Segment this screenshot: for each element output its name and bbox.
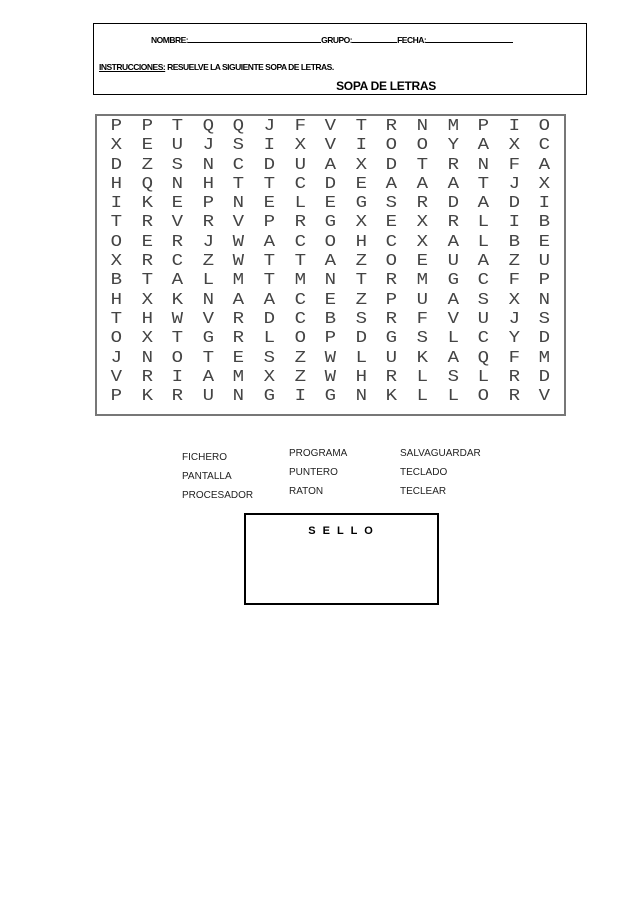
grid-letter[interactable]: H [141, 309, 153, 329]
grid-letter[interactable]: R [508, 387, 520, 407]
word-item: PROCESADOR [182, 490, 254, 501]
grid-letter[interactable]: A [385, 174, 398, 194]
grid-letter[interactable]: J [508, 309, 520, 329]
grid-letter[interactable]: J [508, 174, 520, 194]
grid-letter[interactable]: M [447, 117, 459, 136]
grid-letter[interactable]: S [447, 367, 459, 387]
grid-letter[interactable]: P [110, 387, 123, 407]
grid-letter[interactable]: E [416, 252, 428, 272]
grid-letter[interactable]: Z [355, 290, 367, 310]
grid-letter[interactable]: U [385, 348, 398, 368]
grid-letter[interactable]: T [355, 271, 367, 291]
grid-letter[interactable]: A [477, 194, 490, 214]
grid-letter[interactable]: A [538, 155, 551, 175]
grid-letter[interactable]: T [416, 155, 428, 175]
word-item: RATON [289, 486, 324, 497]
grid-letter[interactable]: Q [477, 348, 490, 368]
grid-letter[interactable]: Z [294, 367, 306, 387]
grid-letter[interactable]: R [385, 271, 398, 291]
grid-letter[interactable]: H [355, 367, 367, 387]
grid-letter[interactable]: R [294, 213, 306, 233]
grid-letter[interactable]: X [508, 290, 520, 310]
word-search-grid [101, 117, 560, 406]
grid-letter[interactable]: X [416, 213, 428, 233]
grid-letter[interactable]: A [477, 252, 490, 272]
page-title [94, 79, 586, 93]
instructions [99, 62, 334, 72]
grid-letter[interactable]: Y [508, 329, 520, 349]
fecha-label: FECHA: [397, 35, 427, 45]
grid-letter[interactable]: C [294, 174, 306, 194]
grid-letter[interactable]: C [294, 232, 306, 252]
grid-letter[interactable]: T [171, 329, 184, 349]
grid-letter[interactable]: A [263, 290, 275, 310]
grid-letter[interactable]: B [110, 271, 123, 291]
grid-letter[interactable]: T [263, 271, 275, 291]
grid-letter[interactable]: R [447, 213, 459, 233]
grid-letter[interactable]: H [355, 232, 367, 252]
grid-letter[interactable]: E [263, 194, 275, 214]
grid-letter[interactable]: D [508, 194, 520, 214]
grid-letter[interactable]: Q [141, 174, 153, 194]
grid-letter[interactable]: T [110, 309, 123, 329]
grid-letter[interactable]: L [477, 232, 490, 252]
grid-letter[interactable]: A [447, 290, 459, 310]
grid-letter[interactable]: F [294, 117, 306, 136]
grid-letter[interactable]: Q [202, 117, 214, 136]
grid-letter[interactable]: T [171, 117, 184, 136]
grid-letter[interactable]: R [141, 367, 153, 387]
grid-letter[interactable]: L [477, 213, 490, 233]
grid-letter[interactable]: O [385, 136, 398, 156]
grid-letter[interactable]: L [202, 271, 214, 291]
grid-letter[interactable]: R [171, 387, 184, 407]
grid-letter[interactable]: Z [141, 155, 153, 175]
grid-letter[interactable]: A [263, 232, 275, 252]
grid-letter[interactable]: P [538, 271, 551, 291]
grid-letter[interactable]: N [324, 271, 337, 291]
grid-letter[interactable]: X [355, 155, 367, 175]
grid-letter[interactable]: S [355, 309, 367, 329]
grid-letter[interactable]: T [477, 174, 490, 194]
grid-letter[interactable]: V [171, 213, 184, 233]
grid-letter[interactable]: A [416, 174, 428, 194]
grid-letter[interactable]: E [324, 194, 337, 214]
word-item: PUNTERO [289, 467, 338, 478]
grid-letter[interactable]: M [416, 271, 428, 291]
grid-letter[interactable]: E [385, 213, 398, 233]
grid-letter[interactable]: X [355, 213, 367, 233]
grid-letter[interactable]: T [355, 117, 367, 136]
grid-letter[interactable]: D [263, 309, 275, 329]
grid-letter[interactable]: N [416, 117, 428, 136]
instructions-label: INSTRUCCIONES: [99, 62, 166, 72]
grid-letter[interactable]: U [171, 136, 184, 156]
grid-letter[interactable]: U [477, 309, 490, 329]
grid-letter[interactable]: A [202, 367, 214, 387]
header-box [93, 23, 587, 95]
grid-letter[interactable]: X [294, 136, 306, 156]
word-list-column-3 [400, 444, 481, 501]
grid-letter[interactable]: A [447, 174, 459, 194]
grid-letter[interactable]: V [324, 117, 337, 136]
grid-letter[interactable]: J [202, 136, 214, 156]
grid-letter[interactable]: V [538, 387, 551, 407]
grid-letter[interactable]: G [324, 213, 337, 233]
grid-letter[interactable]: H [110, 290, 123, 310]
grid-letter[interactable]: P [324, 329, 337, 349]
grid-letter[interactable]: O [416, 136, 428, 156]
grid-letter[interactable]: T [294, 252, 306, 272]
grid-letter[interactable]: O [171, 348, 184, 368]
grid-letter[interactable]: O [324, 232, 337, 252]
grid-letter[interactable]: Z [202, 252, 214, 272]
grid-letter[interactable]: A [232, 290, 245, 310]
sello-box [244, 513, 439, 605]
grid-letter[interactable]: B [508, 232, 520, 252]
grid-letter[interactable]: D [263, 155, 275, 175]
grid-letter[interactable]: C [294, 309, 306, 329]
grid-letter[interactable]: X [110, 252, 123, 272]
grid-letter[interactable]: P [202, 194, 214, 214]
grid-letter[interactable]: D [538, 329, 551, 349]
grid-letter[interactable]: K [416, 348, 428, 368]
grid-letter[interactable]: I [508, 117, 520, 136]
grid-letter[interactable]: S [232, 136, 245, 156]
grid-letter[interactable]: N [141, 348, 153, 368]
grid-letter[interactable]: N [171, 174, 184, 194]
grid-letter[interactable]: R [385, 367, 398, 387]
grid-letter[interactable]: S [385, 194, 398, 214]
grid-letter[interactable]: D [324, 174, 337, 194]
grid-letter[interactable]: R [202, 213, 214, 233]
grid-letter[interactable]: N [232, 194, 245, 214]
grid-letter[interactable]: B [324, 309, 337, 329]
grid-letter[interactable]: Y [447, 136, 459, 156]
grid-letter[interactable]: M [232, 367, 245, 387]
grid-letter[interactable]: R [141, 213, 153, 233]
grid-letter[interactable]: T [202, 348, 214, 368]
grid-letter[interactable]: F [508, 348, 520, 368]
grid-letter[interactable]: G [202, 329, 214, 349]
grid-letter[interactable]: F [416, 309, 428, 329]
grid-letter[interactable]: P [141, 117, 153, 136]
grid-letter[interactable]: G [385, 329, 398, 349]
grid-letter[interactable]: W [324, 348, 337, 368]
grid-letter[interactable]: K [141, 194, 153, 214]
grid-letter[interactable]: C [477, 271, 490, 291]
student-info-line [151, 34, 513, 45]
grid-letter[interactable]: S [538, 309, 551, 329]
grid-letter[interactable]: P [385, 290, 398, 310]
instructions-text: RESUELVE LA SIGUIENTE SOPA DE LETRAS. [165, 62, 334, 72]
grid-letter[interactable]: F [508, 155, 520, 175]
grid-letter[interactable]: C [171, 252, 184, 272]
grid-letter[interactable]: D [538, 367, 551, 387]
grid-letter[interactable]: L [294, 194, 306, 214]
grid-letter[interactable]: S [263, 348, 275, 368]
grid-letter[interactable]: B [538, 213, 551, 233]
word-item: FICHERO [182, 452, 227, 463]
grid-letter[interactable]: I [110, 194, 123, 214]
grid-letter[interactable]: C [385, 232, 398, 252]
grid-letter[interactable]: W [232, 232, 245, 252]
grid-letter[interactable]: L [447, 387, 459, 407]
word-search-grid-box [95, 114, 566, 416]
grid-letter[interactable]: G [447, 271, 459, 291]
grid-letter[interactable]: W [232, 252, 245, 272]
grid-letter[interactable]: D [110, 155, 123, 175]
grid-letter[interactable]: U [416, 290, 428, 310]
grid-letter[interactable]: E [538, 232, 551, 252]
grid-letter[interactable]: K [385, 387, 398, 407]
grid-letter[interactable]: I [171, 367, 184, 387]
grid-letter[interactable]: M [294, 271, 306, 291]
word-item: PANTALLA [182, 471, 232, 482]
grid-letter[interactable]: R [232, 329, 245, 349]
grid-letter[interactable]: I [263, 136, 275, 156]
grid-letter[interactable]: L [263, 329, 275, 349]
grid-letter[interactable]: X [263, 367, 275, 387]
nombre-blank[interactable] [188, 34, 321, 43]
grid-letter[interactable]: R [171, 232, 184, 252]
grid-letter[interactable]: C [232, 155, 245, 175]
grid-letter[interactable]: R [141, 252, 153, 272]
grid-letter[interactable]: X [141, 329, 153, 349]
grid-letter[interactable]: H [202, 174, 214, 194]
page-title-text: SOPA DE LETRAS [336, 79, 436, 93]
grid-letter[interactable]: M [538, 348, 551, 368]
grid-letter[interactable]: I [355, 136, 367, 156]
grid-letter[interactable]: E [232, 348, 245, 368]
grid-letter[interactable]: G [263, 387, 275, 407]
grid-letter[interactable]: R [447, 155, 459, 175]
grid-letter[interactable]: C [538, 136, 551, 156]
grid-letter[interactable]: U [538, 252, 551, 272]
grid-letter[interactable]: V [110, 367, 123, 387]
word-item: SALVAGUARDAR [400, 448, 481, 459]
grid-letter[interactable]: N [538, 290, 551, 310]
grid-letter[interactable]: F [508, 271, 520, 291]
grid-letter[interactable]: E [355, 174, 367, 194]
grid-letter[interactable]: N [202, 290, 214, 310]
grid-letter[interactable]: O [477, 387, 490, 407]
grid-letter[interactable]: X [110, 136, 123, 156]
grid-letter[interactable]: X [538, 174, 551, 194]
grupo-label: GRUPO: [321, 35, 353, 45]
nombre-label: NOMBRE: [151, 35, 189, 45]
grid-letter[interactable]: W [171, 309, 184, 329]
word-item: TECLADO [400, 467, 448, 478]
grid-letter[interactable]: T [110, 213, 123, 233]
grid-letter[interactable]: L [447, 329, 459, 349]
grid-letter[interactable]: V [202, 309, 214, 329]
grid-letter[interactable]: L [477, 367, 490, 387]
grid-letter[interactable]: O [538, 117, 551, 136]
grid-letter[interactable]: N [355, 387, 367, 407]
grid-letter[interactable]: V [324, 136, 337, 156]
fecha-blank[interactable] [426, 34, 513, 43]
grid-letter[interactable]: G [324, 387, 337, 407]
grid-letter[interactable]: X [141, 290, 153, 310]
grid-letter[interactable]: D [447, 194, 459, 214]
grid-letter[interactable]: N [477, 155, 490, 175]
grid-letter[interactable]: V [232, 213, 245, 233]
grid-letter[interactable]: E [171, 194, 184, 214]
grid-letter[interactable]: L [355, 348, 367, 368]
grid-letter[interactable]: Z [355, 252, 367, 272]
grid-letter[interactable]: R [508, 367, 520, 387]
grid-letter[interactable]: A [324, 252, 337, 272]
grid-letter[interactable]: U [202, 387, 214, 407]
grid-letter[interactable]: A [477, 136, 490, 156]
word-list-column-1 [182, 448, 253, 505]
grid-letter[interactable]: T [263, 174, 275, 194]
grid-letter[interactable]: O [110, 329, 123, 349]
grid-letter[interactable]: Z [508, 252, 520, 272]
grid-letter[interactable]: J [263, 117, 275, 136]
word-list-column-2 [289, 444, 347, 501]
grid-letter[interactable]: R [416, 194, 428, 214]
grid-letter[interactable]: V [447, 309, 459, 329]
grid-letter[interactable]: R [232, 309, 245, 329]
grid-letter[interactable]: I [538, 194, 551, 214]
grid-letter[interactable]: M [232, 271, 245, 291]
grid-letter[interactable]: S [416, 329, 428, 349]
grid-letter[interactable]: P [263, 213, 275, 233]
grid-letter[interactable]: P [110, 117, 123, 136]
sello-label: S E L L O [308, 525, 375, 537]
grid-letter[interactable]: R [385, 309, 398, 329]
grid-letter[interactable]: C [477, 329, 490, 349]
grid-letter[interactable]: S [171, 155, 184, 175]
grid-letter[interactable]: C [294, 290, 306, 310]
grid-letter[interactable]: I [508, 213, 520, 233]
grid-letter[interactable]: K [141, 387, 153, 407]
grid-letter[interactable]: I [294, 387, 306, 407]
grid-letter[interactable]: O [110, 232, 123, 252]
grid-letter[interactable]: E [141, 232, 153, 252]
grid-letter[interactable]: T [232, 174, 245, 194]
grid-letter[interactable]: Q [232, 117, 245, 136]
grid-letter[interactable]: Z [294, 348, 306, 368]
grid-letter[interactable]: U [294, 155, 306, 175]
grid-letter[interactable]: X [508, 136, 520, 156]
grid-letter[interactable]: A [171, 271, 184, 291]
grid-letter[interactable]: J [110, 348, 123, 368]
grid-letter[interactable]: A [447, 348, 459, 368]
grid-letter[interactable]: G [355, 194, 367, 214]
grid-letter[interactable]: X [416, 232, 428, 252]
word-item: PROGRAMA [289, 448, 348, 459]
word-item: TECLEAR [400, 486, 447, 497]
grid-letter[interactable]: D [355, 329, 367, 349]
grid-letter[interactable]: N [202, 155, 214, 175]
grid-letter[interactable]: L [416, 367, 428, 387]
grid-letter[interactable]: H [110, 174, 123, 194]
grid-letter[interactable]: D [385, 155, 398, 175]
grid-letter[interactable]: A [447, 232, 459, 252]
grid-letter[interactable]: R [385, 117, 398, 136]
grupo-blank[interactable] [352, 34, 397, 43]
grid-letter[interactable]: K [171, 290, 184, 310]
grid-letter[interactable]: T [141, 271, 153, 291]
grid-letter[interactable]: N [232, 387, 245, 407]
grid-letter[interactable]: O [294, 329, 306, 349]
grid-letter[interactable]: S [477, 290, 490, 310]
grid-letter[interactable]: T [263, 252, 275, 272]
grid-letter[interactable]: L [416, 387, 428, 407]
grid-letter[interactable]: O [385, 252, 398, 272]
grid-letter[interactable]: P [477, 117, 490, 136]
grid-letter[interactable]: W [324, 367, 337, 387]
grid-letter[interactable]: A [324, 155, 337, 175]
grid-letter[interactable]: J [202, 232, 214, 252]
grid-letter[interactable]: E [141, 136, 153, 156]
grid-letter[interactable]: E [324, 290, 337, 310]
grid-letter[interactable]: U [447, 252, 459, 272]
